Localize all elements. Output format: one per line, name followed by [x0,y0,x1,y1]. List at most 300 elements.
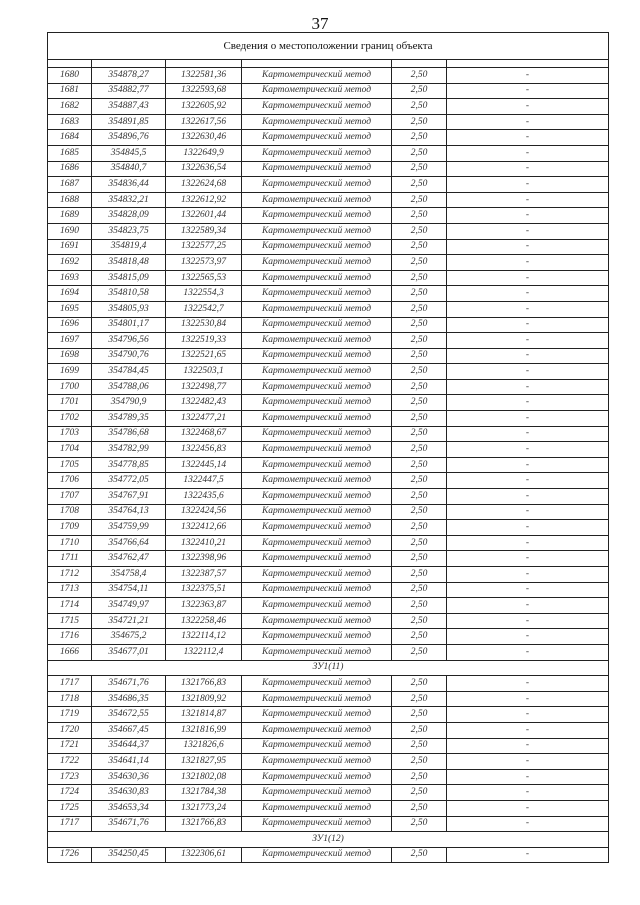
method-cell: Картометрический метод [242,629,392,645]
description-cell: - [447,255,609,271]
x-coordinate-cell: 354630,36 [92,769,166,785]
accuracy-cell: 2,50 [392,520,447,536]
y-coordinate-cell: 1322636,54 [166,161,242,177]
method-cell: Картометрический метод [242,551,392,567]
table-row [48,644,609,660]
description-cell: - [447,567,609,583]
table-row [48,208,609,224]
table-row [48,395,609,411]
point-number-cell: 1691 [48,239,92,255]
accuracy-cell: 2,50 [392,847,447,863]
point-number-cell: 1703 [48,426,92,442]
description-cell: - [447,239,609,255]
y-coordinate-cell: 1322554,3 [166,286,242,302]
point-number-cell: 1692 [48,255,92,271]
accuracy-cell: 2,50 [392,114,447,130]
method-cell: Картометрический метод [242,722,392,738]
table-row [48,504,609,520]
point-number-cell: 1687 [48,177,92,193]
x-coordinate-cell: 354721,21 [92,613,166,629]
x-coordinate-cell: 354686,35 [92,691,166,707]
description-cell: - [447,223,609,239]
y-coordinate-cell: 1321827,95 [166,754,242,770]
accuracy-cell: 2,50 [392,457,447,473]
spacer-cell [392,60,447,68]
description-cell: - [447,504,609,520]
table-row [48,691,609,707]
page-number: 37 [311,14,329,33]
y-coordinate-cell: 1322612,92 [166,192,242,208]
accuracy-cell: 2,50 [392,395,447,411]
x-coordinate-cell: 354810,58 [92,286,166,302]
point-number-cell: 1681 [48,83,92,99]
accuracy-cell: 2,50 [392,223,447,239]
y-coordinate-cell: 1321802,08 [166,769,242,785]
table-row [48,847,609,863]
point-number-cell: 1708 [48,504,92,520]
table-row [48,769,609,785]
description-cell: - [447,520,609,536]
description-cell: - [447,68,609,84]
description-cell: - [447,535,609,551]
y-coordinate-cell: 1322649,9 [166,145,242,161]
table-caption-row [48,33,609,60]
y-coordinate-cell: 1322581,36 [166,68,242,84]
table-row [48,520,609,536]
description-cell: - [447,130,609,146]
table-row [48,707,609,723]
point-number-cell: 1712 [48,567,92,583]
y-coordinate-cell: 1321766,83 [166,676,242,692]
description-cell: - [447,473,609,489]
accuracy-cell: 2,50 [392,239,447,255]
accuracy-cell: 2,50 [392,676,447,692]
x-coordinate-cell: 354759,99 [92,520,166,536]
y-coordinate-cell: 1322482,43 [166,395,242,411]
group-header-row [48,832,609,848]
accuracy-cell: 2,50 [392,317,447,333]
method-cell: Картометрический метод [242,192,392,208]
method-cell: Картометрический метод [242,598,392,614]
point-number-cell: 1682 [48,99,92,115]
point-number-cell: 1688 [48,192,92,208]
description-cell: - [447,847,609,863]
description-cell: - [447,551,609,567]
accuracy-cell: 2,50 [392,629,447,645]
accuracy-cell: 2,50 [392,83,447,99]
method-cell: Картометрический метод [242,255,392,271]
table-row [48,83,609,99]
method-cell: Картометрический метод [242,114,392,130]
description-cell: - [447,348,609,364]
accuracy-cell: 2,50 [392,442,447,458]
description-cell: - [447,489,609,505]
y-coordinate-cell: 1322375,51 [166,582,242,598]
method-cell: Картометрический метод [242,130,392,146]
x-coordinate-cell: 354840,7 [92,161,166,177]
y-coordinate-cell: 1322601,44 [166,208,242,224]
method-cell: Картометрический метод [242,582,392,598]
x-coordinate-cell: 354796,56 [92,333,166,349]
x-coordinate-cell: 354823,75 [92,223,166,239]
x-coordinate-cell: 354788,06 [92,379,166,395]
point-number-cell: 1710 [48,535,92,551]
group-header-row [48,660,609,676]
description-cell: - [447,426,609,442]
method-cell: Картометрический метод [242,317,392,333]
accuracy-cell: 2,50 [392,738,447,754]
accuracy-cell: 2,50 [392,769,447,785]
table-row [48,255,609,271]
table-row [48,317,609,333]
accuracy-cell: 2,50 [392,613,447,629]
description-cell: - [447,785,609,801]
accuracy-cell: 2,50 [392,582,447,598]
description-cell: - [447,208,609,224]
x-coordinate-cell: 354772,05 [92,473,166,489]
description-cell: - [447,707,609,723]
accuracy-cell: 2,50 [392,473,447,489]
method-cell: Картометрический метод [242,286,392,302]
table-row [48,411,609,427]
point-number-cell: 1689 [48,208,92,224]
point-number-cell: 1718 [48,691,92,707]
spacer-cell [92,60,166,68]
y-coordinate-cell: 1322630,46 [166,130,242,146]
x-coordinate-cell: 354644,37 [92,738,166,754]
x-coordinate-cell: 354653,34 [92,800,166,816]
x-coordinate-cell: 354801,17 [92,317,166,333]
y-coordinate-cell: 1322605,92 [166,99,242,115]
table-row [48,598,609,614]
table-row [48,192,609,208]
point-number-cell: 1721 [48,738,92,754]
accuracy-cell: 2,50 [392,161,447,177]
x-coordinate-cell: 354671,76 [92,816,166,832]
method-cell: Картометрический метод [242,800,392,816]
accuracy-cell: 2,50 [392,598,447,614]
accuracy-cell: 2,50 [392,707,447,723]
method-cell: Картометрический метод [242,769,392,785]
method-cell: Картометрический метод [242,676,392,692]
accuracy-cell: 2,50 [392,551,447,567]
method-cell: Картометрический метод [242,83,392,99]
description-cell: - [447,317,609,333]
y-coordinate-cell: 1322477,21 [166,411,242,427]
method-cell: Картометрический метод [242,161,392,177]
y-coordinate-cell: 1322387,57 [166,567,242,583]
table-row [48,379,609,395]
x-coordinate-cell: 354887,43 [92,99,166,115]
group-label: ЗУ1(11) [48,660,609,676]
point-number-cell: 1699 [48,364,92,380]
description-cell: - [447,177,609,193]
description-cell: - [447,769,609,785]
accuracy-cell: 2,50 [392,68,447,84]
y-coordinate-cell: 1322542,7 [166,301,242,317]
table-row [48,333,609,349]
y-coordinate-cell: 1322424,56 [166,504,242,520]
x-coordinate-cell: 354641,14 [92,754,166,770]
y-coordinate-cell: 1322519,33 [166,333,242,349]
point-number-cell: 1666 [48,644,92,660]
table-row [48,535,609,551]
method-cell: Картометрический метод [242,223,392,239]
description-cell: - [447,722,609,738]
description-cell: - [447,613,609,629]
y-coordinate-cell: 1322363,87 [166,598,242,614]
x-coordinate-cell: 354767,91 [92,489,166,505]
x-coordinate-cell: 354671,76 [92,676,166,692]
method-cell: Картометрический метод [242,473,392,489]
table-row [48,426,609,442]
method-cell: Картометрический метод [242,145,392,161]
method-cell: Картометрический метод [242,489,392,505]
point-number-cell: 1714 [48,598,92,614]
description-cell: - [447,145,609,161]
table-row [48,239,609,255]
description-cell: - [447,598,609,614]
description-cell: - [447,83,609,99]
point-number-cell: 1686 [48,161,92,177]
table-row [48,473,609,489]
y-coordinate-cell: 1322573,97 [166,255,242,271]
method-cell: Картометрический метод [242,208,392,224]
table-row [48,270,609,286]
point-number-cell: 1690 [48,223,92,239]
method-cell: Картометрический метод [242,301,392,317]
description-cell: - [447,738,609,754]
method-cell: Картометрический метод [242,379,392,395]
spacer-cell [447,60,609,68]
x-coordinate-cell: 354766,64 [92,535,166,551]
method-cell: Картометрический метод [242,504,392,520]
point-number-cell: 1702 [48,411,92,427]
x-coordinate-cell: 354250,45 [92,847,166,863]
x-coordinate-cell: 354784,45 [92,364,166,380]
point-number-cell: 1707 [48,489,92,505]
x-coordinate-cell: 354754,11 [92,582,166,598]
x-coordinate-cell: 354749,97 [92,598,166,614]
y-coordinate-cell: 1322306,61 [166,847,242,863]
method-cell: Картометрический метод [242,395,392,411]
accuracy-cell: 2,50 [392,379,447,395]
point-number-cell: 1717 [48,816,92,832]
point-number-cell: 1720 [48,722,92,738]
method-cell: Картометрический метод [242,364,392,380]
table-row [48,301,609,317]
description-cell: - [447,676,609,692]
accuracy-cell: 2,50 [392,208,447,224]
table-row [48,629,609,645]
method-cell: Картометрический метод [242,411,392,427]
description-cell: - [447,379,609,395]
description-cell: - [447,114,609,130]
x-coordinate-cell: 354832,21 [92,192,166,208]
description-cell: - [447,286,609,302]
accuracy-cell: 2,50 [392,426,447,442]
description-cell: - [447,192,609,208]
accuracy-cell: 2,50 [392,145,447,161]
table-row [48,738,609,754]
point-number-cell: 1705 [48,457,92,473]
point-number-cell: 1726 [48,847,92,863]
table-row [48,613,609,629]
accuracy-cell: 2,50 [392,504,447,520]
y-coordinate-cell: 1322447,5 [166,473,242,489]
table-body [48,33,609,863]
method-cell: Картометрический метод [242,535,392,551]
description-cell: - [447,161,609,177]
x-coordinate-cell: 354789,35 [92,411,166,427]
x-coordinate-cell: 354675,2 [92,629,166,645]
accuracy-cell: 2,50 [392,567,447,583]
accuracy-cell: 2,50 [392,411,447,427]
accuracy-cell: 2,50 [392,644,447,660]
x-coordinate-cell: 354762,47 [92,551,166,567]
y-coordinate-cell: 1322498,77 [166,379,242,395]
description-cell: - [447,364,609,380]
point-number-cell: 1697 [48,333,92,349]
y-coordinate-cell: 1322412,66 [166,520,242,536]
table-row [48,114,609,130]
point-number-cell: 1709 [48,520,92,536]
y-coordinate-cell: 1321773,24 [166,800,242,816]
table-row [48,489,609,505]
x-coordinate-cell: 354896,76 [92,130,166,146]
description-cell: - [447,301,609,317]
accuracy-cell: 2,50 [392,489,447,505]
point-number-cell: 1684 [48,130,92,146]
spacer-cell [242,60,392,68]
accuracy-cell: 2,50 [392,691,447,707]
method-cell: Картометрический метод [242,68,392,84]
method-cell: Картометрический метод [242,442,392,458]
y-coordinate-cell: 1322398,96 [166,551,242,567]
table-row [48,551,609,567]
description-cell: - [447,629,609,645]
point-number-cell: 1722 [48,754,92,770]
header-spacer-row [48,60,609,68]
table-row [48,800,609,816]
x-coordinate-cell: 354778,85 [92,457,166,473]
method-cell: Картометрический метод [242,270,392,286]
x-coordinate-cell: 354672,55 [92,707,166,723]
accuracy-cell: 2,50 [392,286,447,302]
point-number-cell: 1711 [48,551,92,567]
description-cell: - [447,754,609,770]
y-coordinate-cell: 1321809,92 [166,691,242,707]
table-row [48,161,609,177]
method-cell: Картометрический метод [242,785,392,801]
table-row [48,457,609,473]
accuracy-cell: 2,50 [392,192,447,208]
y-coordinate-cell: 1322521,65 [166,348,242,364]
point-number-cell: 1685 [48,145,92,161]
table-row [48,722,609,738]
method-cell: Картометрический метод [242,333,392,349]
method-cell: Картометрический метод [242,691,392,707]
method-cell: Картометрический метод [242,99,392,115]
point-number-cell: 1698 [48,348,92,364]
y-coordinate-cell: 1321816,99 [166,722,242,738]
table-row [48,567,609,583]
y-coordinate-cell: 1322445,14 [166,457,242,473]
x-coordinate-cell: 354815,09 [92,270,166,286]
table-row [48,177,609,193]
point-number-cell: 1723 [48,769,92,785]
y-coordinate-cell: 1321784,38 [166,785,242,801]
accuracy-cell: 2,50 [392,255,447,271]
group-label: ЗУ1(12) [48,832,609,848]
point-number-cell: 1683 [48,114,92,130]
method-cell: Картометрический метод [242,520,392,536]
method-cell: Картометрический метод [242,847,392,863]
accuracy-cell: 2,50 [392,754,447,770]
table-row [48,223,609,239]
x-coordinate-cell: 354677,01 [92,644,166,660]
accuracy-cell: 2,50 [392,785,447,801]
y-coordinate-cell: 1322503,1 [166,364,242,380]
accuracy-cell: 2,50 [392,99,447,115]
method-cell: Картометрический метод [242,754,392,770]
accuracy-cell: 2,50 [392,722,447,738]
method-cell: Картометрический метод [242,567,392,583]
description-cell: - [447,644,609,660]
accuracy-cell: 2,50 [392,333,447,349]
boundary-coordinates-table [47,32,609,863]
description-cell: - [447,395,609,411]
y-coordinate-cell: 1321766,83 [166,816,242,832]
x-coordinate-cell: 354836,44 [92,177,166,193]
accuracy-cell: 2,50 [392,800,447,816]
y-coordinate-cell: 1322617,56 [166,114,242,130]
point-number-cell: 1701 [48,395,92,411]
table-row [48,582,609,598]
table-row [48,130,609,146]
spacer-cell [166,60,242,68]
description-cell: - [447,333,609,349]
point-number-cell: 1717 [48,676,92,692]
x-coordinate-cell: 354845,5 [92,145,166,161]
point-number-cell: 1696 [48,317,92,333]
point-number-cell: 1706 [48,473,92,489]
description-cell: - [447,800,609,816]
accuracy-cell: 2,50 [392,130,447,146]
x-coordinate-cell: 354758,4 [92,567,166,583]
point-number-cell: 1680 [48,68,92,84]
description-cell: - [447,816,609,832]
y-coordinate-cell: 1322435,6 [166,489,242,505]
point-number-cell: 1700 [48,379,92,395]
y-coordinate-cell: 1322114,12 [166,629,242,645]
method-cell: Картометрический метод [242,457,392,473]
accuracy-cell: 2,50 [392,301,447,317]
point-number-cell: 1704 [48,442,92,458]
description-cell: - [447,457,609,473]
spacer-cell [48,60,92,68]
table-row [48,785,609,801]
y-coordinate-cell: 1322593,68 [166,83,242,99]
y-coordinate-cell: 1321814,87 [166,707,242,723]
description-cell: - [447,411,609,427]
accuracy-cell: 2,50 [392,348,447,364]
x-coordinate-cell: 354790,76 [92,348,166,364]
method-cell: Картометрический метод [242,707,392,723]
method-cell: Картометрический метод [242,348,392,364]
table-row [48,816,609,832]
accuracy-cell: 2,50 [392,364,447,380]
